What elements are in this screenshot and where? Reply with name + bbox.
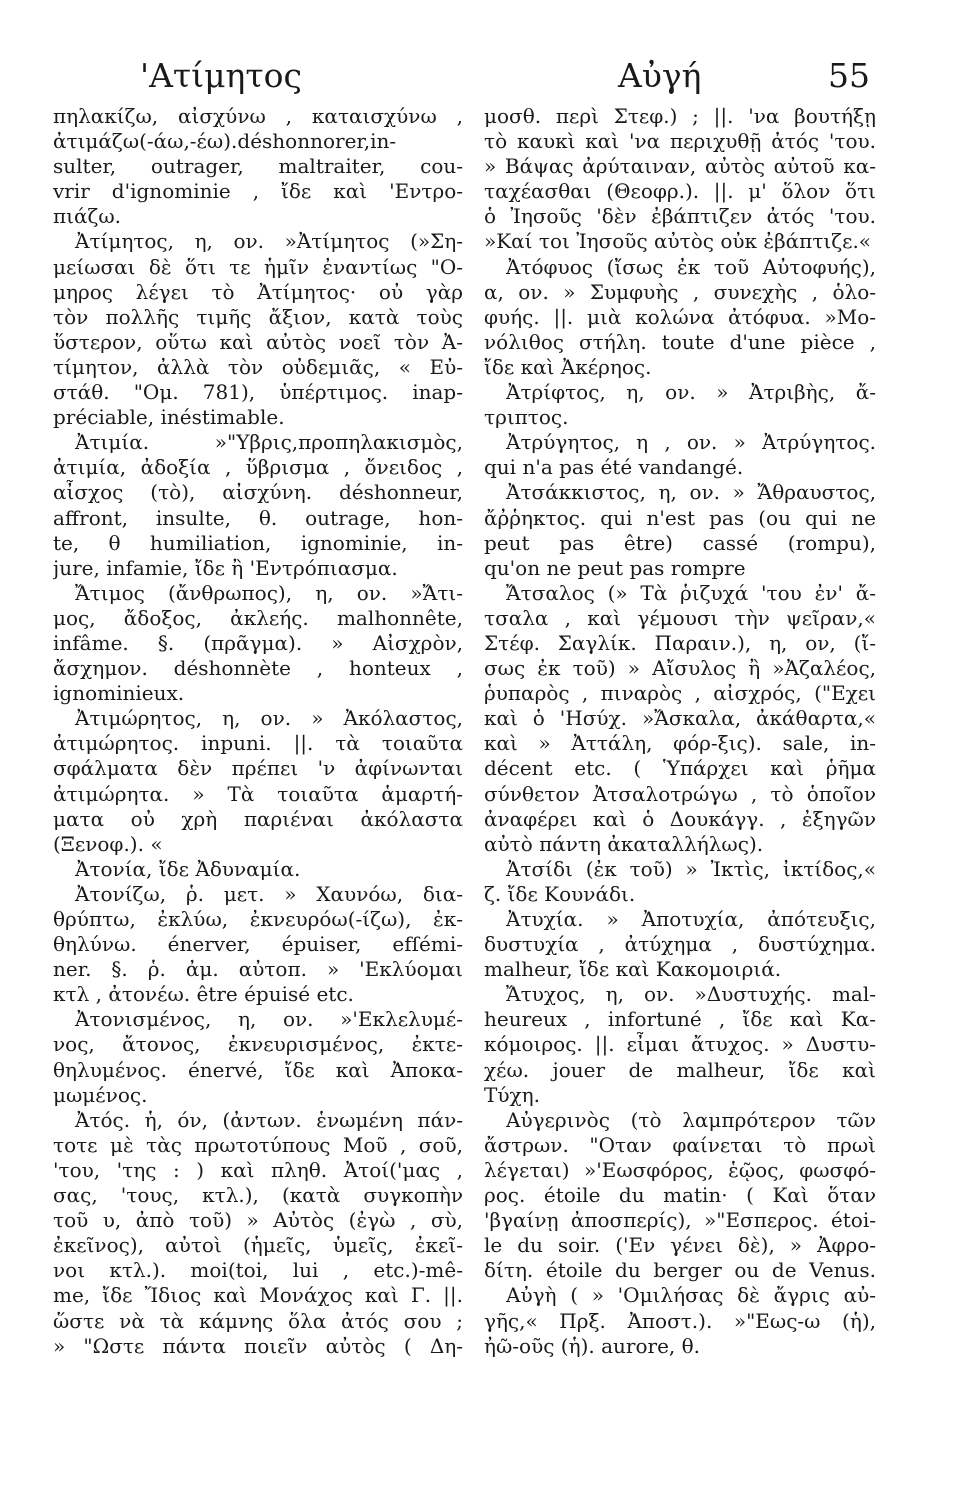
text-line: ἀτιμώρητα. » Τὰ τοιαῦτα ἁμαρτή- — [53, 781, 463, 806]
text-line: ὥστε νὰ τὰ κάμνης ὅλα ἀτός σου ; — [53, 1308, 463, 1333]
text-line: πιάζω. — [53, 204, 121, 229]
text-line: Ἀτονίζω, ῥ. μετ. » Χαυνόω, δια- — [75, 881, 463, 906]
text-line: καὶ ὁ 'Ησύχ. »Ἄσκαλα, ἀκάθαρτα,« — [484, 706, 876, 731]
left-column — [53, 104, 463, 1359]
text-line: νος, ἄτονος, ἐκνευρισμένος, ἐκτε- — [53, 1032, 463, 1057]
text-line: » "Ωστε πάντα ποιεῖν αὐτὸς ( Δη- — [53, 1333, 463, 1358]
text-line: me, ἴδε Ἴδιος καὶ Μονάχος καὶ Γ. ||. — [53, 1283, 463, 1308]
text-line: ἄῤῥηκτος. qui n'est pas (ou qui ne — [484, 505, 876, 530]
text-line: αὐτὸ πάντη ἀκαταλλήλως). — [484, 831, 764, 856]
text-line: Ἀτρίφτος, η, ον. » Ἀτριβὴς, ἄ- — [506, 380, 876, 405]
text-line: κτλ , ἀτονέω. être épuisé etc. — [53, 982, 354, 1007]
text-line: τσαλα , καὶ γέμουσι τὴν ψεῖραν,« — [484, 605, 876, 630]
text-line: ἴδε καὶ Ἀκέρηος. — [484, 354, 652, 379]
text-line: le du soir. ('Εν γένει δὲ), » Ἀφρο- — [484, 1233, 876, 1258]
text-line: νοι κτλ.). moi(toi, lui , etc.)-mê- — [53, 1258, 463, 1283]
text-line: ζ. ἴδε Κουνάδι. — [484, 881, 636, 906]
text-line: σφάλματα δὲν πρέπει 'ν ἀφίνωνται — [53, 756, 463, 781]
text-line: θηλύνω. énerver, épuiser, efſémi- — [53, 932, 463, 957]
text-line: heureux , infortuné , ἴδε καὶ Κα- — [484, 1007, 876, 1032]
text-line: Ἄτυχος, η, ον. »Δυστυχής. mal- — [506, 982, 876, 1007]
text-line: ταχέασθαι (Θεοφρ.). ||. μ' ὅλον ὅτι — [484, 179, 876, 204]
text-line: σως ἐκ τοῦ) » Αἴσυλος ἢ »Ἀζαλέος, — [484, 656, 876, 681]
text-line: τοτε μὲ τὰς πρωτοτύπους Μοῦ , σοῦ, — [53, 1132, 463, 1157]
text-line: Ἀτυχία. » Ἀποτυχία, ἀπότευξις, — [506, 907, 876, 931]
text-line: ἄσχημον. déshonnète , honteux , — [53, 656, 463, 681]
text-line: Ἀτός. ἡ, όν, (ἀντων. ἑνωμένη πάν- — [75, 1107, 463, 1132]
text-line: τὸν πολλῆς τιμῆς ἄξιον, κατὰ τοὺς — [53, 304, 463, 329]
text-line: ἀτιμάζω(-άω,-έω).déshonnorer,in- — [53, 129, 397, 154]
text-line: Ἄτιμος (ἄνθρωπος), η, ον. »Ἄτι- — [75, 580, 463, 605]
right-column — [484, 104, 876, 1359]
text-line: infâme. §. (πρᾶγμα). » Αἰσχρὸν, — [53, 630, 463, 655]
text-line: 'βγαίνῃ ἀποσπερίς), »"Εσπερος. étoi- — [484, 1208, 876, 1233]
text-line: ἐκεῖνος), αὐτοὶ (ἡμεῖς, ὑμεῖς, ἐκεῖ- — [53, 1233, 463, 1258]
text-line: γῆς,« Πρξ. Ἀποστ.). »"Εως-ω (ἡ), — [484, 1308, 876, 1333]
text-line: affront, insulte, θ. outrage, hon- — [53, 505, 463, 530]
text-line: jure, infamie, ἴδε ἢ 'Εντρόπιασμα. — [53, 555, 398, 580]
text-line: ματα οὐ χρὴ παριέναι ἀκόλαστα — [53, 806, 463, 831]
text-line: Ἀτιμώρητος, η, ον. » Ἀκόλαστος, — [75, 706, 463, 731]
running-header — [0, 50, 969, 102]
left-headword: 'Ατίμητος — [140, 56, 302, 95]
text-line: ἀναφέρει καὶ ὁ Δουκάγγ. , ἐξηγῶν — [484, 806, 876, 831]
text-line: qu'on ne peut pas rompre — [484, 555, 746, 580]
text-line: peut pas être) cassé (rompu), — [484, 530, 876, 555]
text-line: ignominieux. — [53, 681, 185, 706]
text-line: Αὐγερινὸς (τὸ λαμπρότερον τῶν — [506, 1107, 876, 1132]
text-line: »Καί τοι Ἰησοῦς αὐτὸς οὐκ ἐβάπτιζε.« — [484, 229, 872, 254]
text-line: τριπτος. — [484, 405, 569, 430]
text-line: ἀτιμώρητος. inpuni. ||. τὰ τοιαῦτα — [53, 731, 463, 756]
text-line: λέγεται) »'Εωσφόρος, ἑῷος, φωσφό- — [484, 1157, 876, 1182]
text-line: Ἀτονία, ἴδε Ἀδυναμία. — [75, 856, 301, 881]
text-line: ἀτιμία, ἀδοξία , ὕβρισμα , ὄνειδος , — [53, 455, 463, 480]
text-line: τοῦ υ, ἀπὸ τοῦ) » Αὐτὸς (ἐγὼ , σὺ, — [53, 1208, 463, 1233]
text-line: ἠῶ-οῦς (ἡ). aurore, θ. — [484, 1333, 701, 1358]
text-line: » Βάψας ἀρύταιναν, αὐτὸς αὐτοῦ κα- — [484, 154, 876, 179]
text-line: Ἀτσίδι (ἐκ τοῦ) » Ἰκτὶς, ἰκτίδος,« — [506, 856, 876, 881]
text-line: νόλιθος στήλη. toute d'une pièce , — [484, 329, 876, 354]
text-line: Ἀτσάκκιστος, η, ον. » Ἄθραυστος, — [506, 480, 876, 505]
text-line: θρύπτω, ἐκλύω, ἐκνευρόω(-ίζω), ἐκ- — [53, 907, 463, 931]
text-line: καὶ » Ἀττάλη, φόρ-ξις). sale, in- — [484, 731, 876, 756]
text-line: τίμητον, ἀλλὰ τὸν οὐδεμιᾶς, « Εὐ- — [53, 354, 463, 379]
text-line: ὕστερον, οὕτω καὶ αὐτὸς νοεῖ τὸν Ἀ- — [53, 329, 463, 354]
text-line: μηρος λέγει τὸ Ἀτίμητος· οὐ γὰρ — [53, 279, 463, 304]
text-line: décent etc. ( Ὑπάρχει καὶ ῥῆμα — [484, 756, 876, 781]
text-line: στάθ. "Ομ. 781), ὑπέρτιμος. inap- — [53, 380, 463, 405]
text-line: α, ον. » Συμφυὴς , συνεχὴς , ὁλο- — [484, 279, 876, 304]
right-headword: Αὐγή — [618, 56, 702, 95]
text-line: Ἄτσαλος (» Τὰ ῥιζυχά 'του ἐν' ἄ- — [506, 580, 876, 605]
text-line: Ἀτίμητος, η, ον. »Ἀτίμητος (»Ση- — [75, 229, 463, 254]
text-line: μωμένος. — [53, 1082, 148, 1107]
text-line: ἄστρων. "Οταν φαίνεται τὸ πρωὶ — [484, 1132, 876, 1157]
text-line: ὁ Ἰησοῦς 'δὲν ἐβάπτιζεν ἀτός 'του. — [484, 204, 876, 229]
text-line: πηλακίζω, αἰσχύνω , καταισχύνω , — [53, 104, 463, 128]
text-line: Ἀτρύγητος, η , ον. » Ἀτρύγητος. — [506, 430, 876, 455]
text-line: ner. §. ῥ. ἀμ. αὐτοπ. » 'Εκλύομαι — [53, 957, 463, 982]
text-line: ρος. étoile du matin· ( Καὶ ὅταν — [484, 1183, 876, 1208]
text-line: ῥυπαρὸς , πιναρὸς , αἰσχρός, ("Εχει — [484, 681, 876, 706]
text-line: κόμοιρος. ||. εἶμαι ἄτυχος. » Δυστυ- — [484, 1032, 876, 1057]
text-line: χέω. jouer de malheur, ἴδε καὶ — [484, 1057, 876, 1082]
text-line: Ἀτονισμένος, η, ον. »'Εκλελυμέ- — [75, 1007, 463, 1032]
text-line: préciable, inéstimable. — [53, 405, 285, 430]
text-line: μείωσαι δὲ ὅτι τε ἡμῖν ἐναντίως "Ο- — [53, 254, 463, 279]
text-line: Στέφ. Σαγλίκ. Παραιν.), η, ον, (ἴ- — [484, 630, 876, 655]
text-line: δίτη. étoile du berger ou de Venus. — [484, 1258, 876, 1283]
page-number: 55 — [828, 56, 870, 95]
text-line: δυστυχία , ἀτύχημα , δυστύχημα. — [484, 932, 876, 957]
text-line: Τύχη. — [484, 1082, 540, 1107]
text-line: vrir d'ignominie , ἴδε καὶ 'Εντρο- — [53, 179, 463, 204]
text-line: μοσθ. περὶ Στεφ.) ; ||. 'να βουτήξῃ — [484, 104, 876, 128]
text-line: θηλυμένος. énervé, ἴδε καὶ Ἀποκα- — [53, 1057, 463, 1082]
text-line: Ἀτιμία. »"Υβρις,προπηλακισμὸς, — [75, 430, 463, 455]
text-line: (Ξενοφ.). « — [53, 831, 163, 856]
text-line: τὸ καυκὶ καὶ 'να περιχυθῇ ἀτός 'του. — [484, 129, 876, 154]
text-line: malheur, ἴδε καὶ Κακομοιριά. — [484, 957, 782, 982]
text-line: φυής. ||. μιὰ κολώνα ἀτόφυα. »Μο- — [484, 304, 876, 329]
text-line: αἶσχος (τὸ), αἰσχύνη. déshonneur, — [53, 480, 463, 505]
text-line: sulter, outrager, maltraiter, cou- — [53, 154, 463, 179]
text-line: σύνθετον Ἀτσαλοτρώγω , τὸ ὁποῖον — [484, 781, 876, 806]
text-line: 'του, 'της : ) καὶ πληθ. Ἀτοί('μας , — [53, 1157, 463, 1182]
text-line: qui n'a pas été vandangé. — [484, 455, 744, 480]
text-line: Ἀτόφυος (ἴσως ἐκ τοῦ Αὐτοφυής), — [506, 254, 876, 279]
text-line: Αὐγὴ ( » 'Ομιλήσας δὲ ἄγρις αὐ- — [506, 1283, 876, 1308]
text-line: μος, ἄδοξος, ἀκλεής. malhonnête, — [53, 605, 463, 630]
text-line: te, θ humiliation, ignominie, in- — [53, 530, 463, 555]
text-line: σας, 'τους, κτλ.), (κατὰ συγκοπὴν — [53, 1183, 463, 1208]
